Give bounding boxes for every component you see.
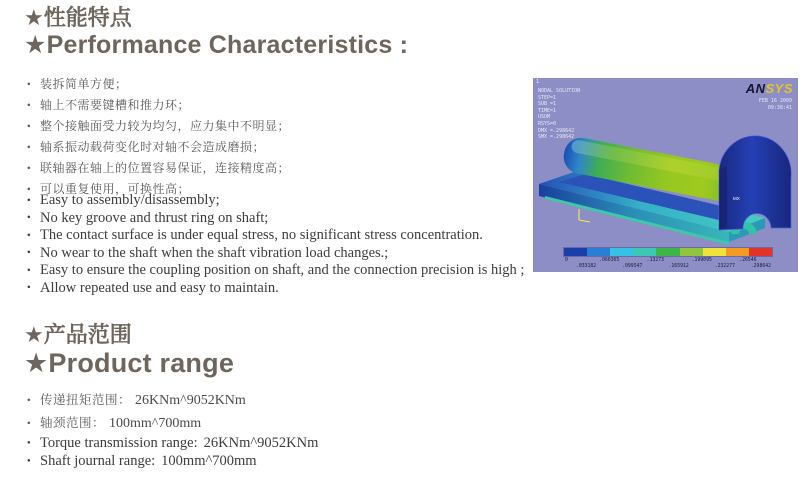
info-line: DMX =.298642 (538, 127, 575, 134)
ansys-logo-sys: SYS (765, 81, 793, 96)
legend-color-segment (564, 248, 587, 256)
info-line: RSYS=0 (538, 120, 557, 127)
list-item: ● 整个接触面受力较为均匀，应力集中不明显； (27, 116, 290, 137)
info-line: TIME=1 (538, 107, 557, 114)
legend-color-segment (749, 248, 772, 256)
info-line: USUM (538, 114, 551, 121)
legend-color-segment (726, 248, 749, 256)
legend-color-segment (610, 248, 633, 256)
list-item: ● 装拆简单方便； (27, 74, 290, 95)
solution-info-block (538, 88, 580, 141)
list-item: ● No wear to the shaft when the shaft vibration load changes.; (27, 245, 524, 263)
range-value: 26KNm^9052KNm (203, 435, 319, 451)
list-item: ● Allow repeated use and easy to maintain. (27, 280, 524, 298)
performance-section-heading (24, 5, 408, 60)
list-item: ● The contact surface is under equal stress, no significant stress concentration. (27, 227, 524, 245)
legend-color-segment (656, 248, 679, 256)
plot-timestamp: FEB 16 2009 09:38:41 (758, 98, 792, 111)
info-line: SMX =.298642 (538, 134, 575, 141)
legend-color-bar (563, 247, 773, 257)
performance-title-en: ★Performance Characteristics : (24, 30, 409, 59)
product-range-bullets-en (27, 434, 318, 470)
list-item (27, 389, 246, 412)
ansys-logo-an: AN (745, 81, 766, 96)
performance-bullets-zh (27, 74, 290, 200)
list-item: ● 轴上不需要键槽和推力环； (27, 95, 290, 116)
stress-legend (563, 247, 771, 271)
max-marker-label: MX (733, 196, 740, 201)
legend-tick: .232277 (714, 264, 735, 269)
ansys-logo (746, 81, 793, 96)
list-item: ● 轴系振动载荷变化时对轴不会造成磨损； (27, 137, 290, 158)
list-item: ● No key groove and thrust ring on shaft; (27, 210, 524, 228)
list-item: ● 可以重复使用，可换性高； (27, 179, 290, 200)
list-item: ● Easy to assembly/disassembly; (27, 192, 524, 210)
info-line: STEP=1 (538, 94, 557, 101)
ansys-simulation-figure (533, 78, 798, 272)
legend-tick: .26546 (739, 258, 757, 263)
legend-tick: .165912 (668, 264, 689, 269)
plot-number: 1 (536, 79, 540, 85)
performance-title-zh: ★性能特点 (24, 5, 132, 30)
product-range-bullets-zh (27, 389, 246, 435)
legend-tick-labels (563, 257, 771, 271)
legend-color-segment (680, 248, 703, 256)
legend-tick: .033182 (575, 264, 597, 269)
range-value: 100mm^700mm (161, 453, 257, 469)
list-item (27, 452, 318, 470)
range-label: Shaft journal range: (40, 453, 156, 469)
product-range-section-heading (24, 322, 234, 379)
legend-tick: .13273 (646, 258, 665, 263)
legend-color-segment (703, 248, 726, 256)
product-range-title-en: ★Product range (24, 347, 235, 378)
range-label: 传递扭矩范围： (40, 393, 132, 407)
list-item: ● 联轴器在轴上的位置容易保证，连接精度高； (27, 158, 290, 179)
info-line: SUB =1 (538, 101, 557, 108)
info-line: NODAL SOLUTION (538, 88, 581, 94)
legend-tick: .199095 (691, 258, 712, 263)
range-value: 26KNm^9052KNm (135, 393, 246, 408)
product-range-title-zh: ★产品范围 (24, 322, 132, 347)
performance-bullets-en (27, 192, 524, 297)
range-label: Torque transmission range: (40, 435, 198, 451)
legend-tick: 0 (565, 258, 568, 263)
list-item (27, 434, 318, 452)
legend-color-segment (633, 248, 656, 256)
legend-tick: .298642 (750, 264, 771, 269)
range-label: 轴颈范围： (40, 416, 106, 430)
legend-tick: .099547 (622, 264, 643, 269)
legend-color-segment (587, 248, 610, 256)
range-value: 100mm^700mm (109, 416, 202, 431)
legend-tick: .066365 (599, 258, 620, 263)
list-item (27, 412, 246, 435)
list-item: ● Easy to ensure the coupling position on shaft, and the connection precision is high ; (27, 262, 524, 280)
